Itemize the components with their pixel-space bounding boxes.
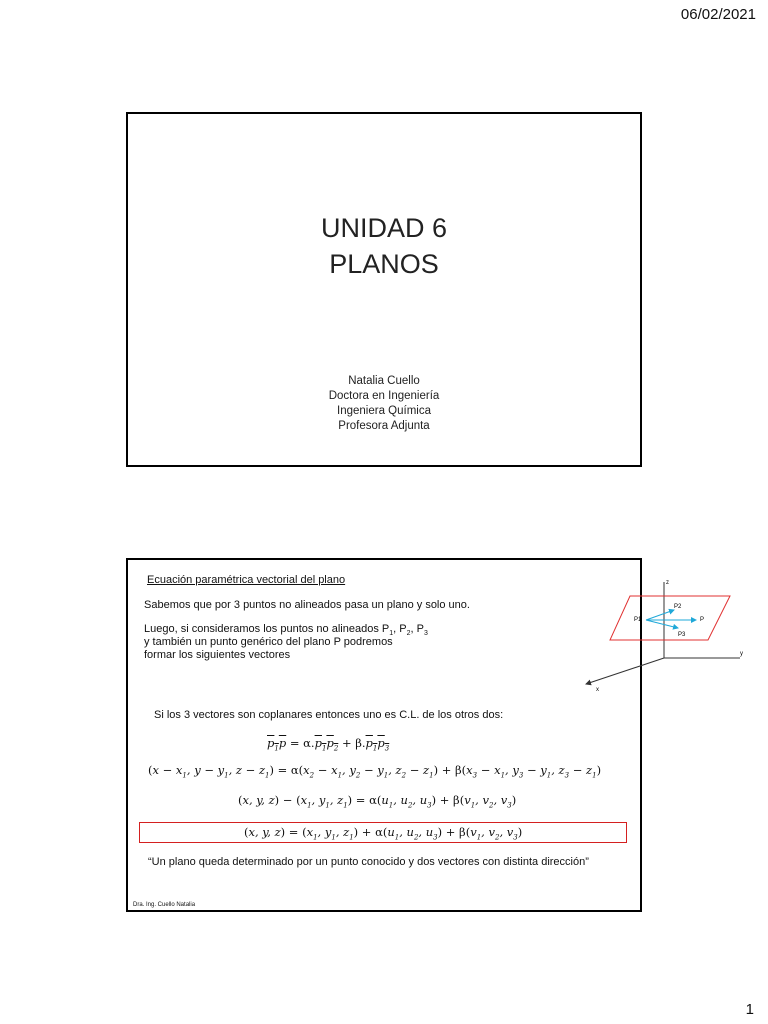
coplanar-statement: Si los 3 vectores son coplanares entonces uno es C.L. de los otros dos: — [154, 709, 504, 721]
paragraph-points-line1: Luego, si consideramos los puntos no alineados $P_1$, $P_2$, $P_3$ — [144, 623, 428, 638]
slide-title-topic: PLANOS — [329, 249, 439, 279]
label-y: y — [740, 651, 743, 657]
label-p3: P3 — [678, 632, 686, 638]
vector-combination-equation: $p_1p = \alpha.p_1p_2 + \beta.p_1p_3$ — [267, 736, 390, 753]
slide-title-unit: UNIDAD 6 — [320, 213, 448, 243]
slide-footer: Dra. Ing. Cuello Natalia — [133, 902, 196, 908]
title-slide — [126, 112, 642, 467]
highlighted-equation-box — [139, 822, 627, 843]
date-header: 06/02/2021 — [680, 6, 756, 23]
content-slide — [126, 558, 743, 912]
coordinate-difference-equation: ($x - x_1$, $y - y_1$, $z - z_1) = \alpha(x_2 - x_1$, $y_2 - y_1$, $z_2 - z_1) + \beta(x_3 - x_1$, $y_3 - y_1$, $z_3 - z_1$) — [148, 763, 602, 780]
label-p: P — [700, 617, 705, 623]
plane-diagram — [570, 576, 756, 694]
paragraph-points-line2: y también un punto genérico del plano P podremos — [144, 636, 393, 648]
author-name: Natalia Cuello — [348, 375, 420, 387]
direction-vector-equation: (x, y, $z) - (x_1$, $y_1$, $z_1) = \alpha(u_1$, $u_2$, $u_3) + \beta(v_1$, $v_2$, $v_3$) — [238, 793, 517, 810]
label-z: z — [666, 580, 669, 586]
slide-heading: Ecuación paramétrica vectorial del plano — [147, 574, 346, 586]
author-degree: Doctora en Ingeniería — [328, 390, 440, 402]
x-axis — [586, 658, 664, 684]
author-profession: Ingeniera Química — [337, 405, 431, 417]
vector-p1p2 — [646, 610, 674, 620]
parametric-vector-equation: (x, y, $z) = (x_1$, $y_1$, $z_1) + \alpha(u_1$, $u_2$, $u_3) + \beta(v_1$, $v_2$, $v_3$) — [244, 825, 523, 842]
paragraph-points-line3: formar los siguientes vectores — [144, 649, 291, 661]
label-p2: P2 — [674, 604, 682, 610]
closing-quote: “Un plano queda determinado por un punto conocido y dos vectores con distinta dirección” — [148, 856, 589, 868]
page-number: 1 — [745, 1001, 754, 1018]
vector-p1p3 — [646, 620, 678, 628]
label-p1: P1 — [634, 617, 642, 623]
paragraph-three-points: Sabemos que por 3 puntos no alineados pasa un plano y solo uno. — [144, 599, 470, 611]
label-x: x — [596, 687, 599, 693]
plane-outline — [610, 596, 730, 640]
author-position: Profesora Adjunta — [338, 420, 430, 432]
